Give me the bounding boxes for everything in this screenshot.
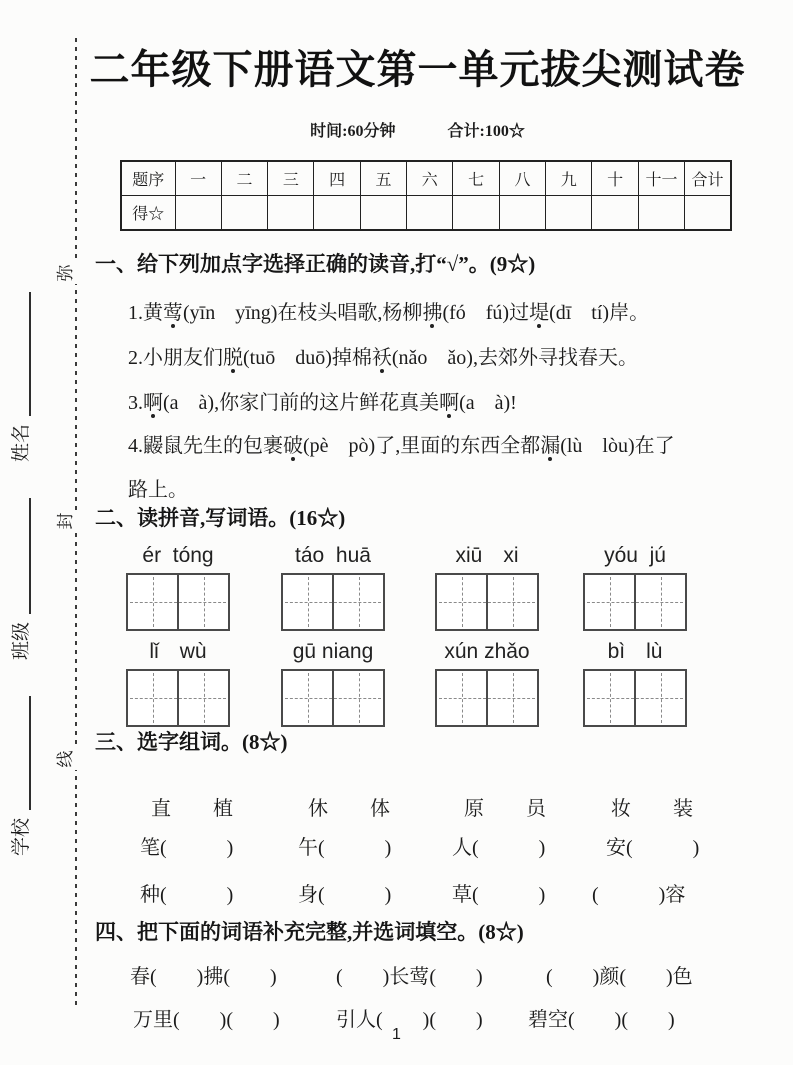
fill-blank-item: 种( ) bbox=[140, 884, 234, 906]
exam-info bbox=[85, 118, 750, 141]
writing-grid bbox=[583, 669, 687, 727]
grid-cell bbox=[283, 671, 332, 725]
choice-char: 装 bbox=[673, 798, 693, 820]
score-header-cell: 六 bbox=[407, 161, 453, 196]
dotted-char: 堤 bbox=[529, 302, 550, 324]
text-segment: (lù lòu)在了 bbox=[560, 435, 675, 457]
fill-blank-item: 草( ) bbox=[452, 884, 546, 906]
score-header-cell: 题序 bbox=[121, 161, 175, 196]
pinyin-label: xiū xi bbox=[455, 544, 519, 567]
section-2-heading: 二、读拼音,写词语。(16☆) bbox=[95, 506, 346, 530]
writing-grid bbox=[126, 573, 230, 631]
score-cell bbox=[546, 196, 592, 231]
grid-cell bbox=[437, 575, 486, 629]
text-segment: (pè pò)了,里面的东西全都 bbox=[303, 435, 541, 457]
question-line-2 bbox=[128, 342, 638, 374]
pinyin-label: xún zhǎo bbox=[444, 640, 530, 663]
class-blank-line bbox=[27, 498, 31, 614]
text-segment: (dī tí)岸。 bbox=[549, 302, 650, 324]
score-header-cell: 二 bbox=[221, 161, 267, 196]
dotted-char: 破 bbox=[283, 435, 303, 457]
page-number: 1 bbox=[392, 1026, 401, 1043]
grid-cell bbox=[585, 575, 634, 629]
score-cell bbox=[685, 196, 731, 231]
score-header-cell: 七 bbox=[453, 161, 499, 196]
grid-cell bbox=[486, 575, 537, 629]
exam-total: 合计:100☆ bbox=[447, 123, 525, 140]
pinyin-word-group bbox=[106, 544, 250, 631]
seal-char-xian: 线 bbox=[55, 748, 77, 770]
pinyin-label: yóu jú bbox=[604, 544, 666, 567]
pinyin-label: ér tóng bbox=[142, 544, 214, 567]
text-segment: (tuō duō)掉棉 bbox=[243, 347, 372, 369]
grid-cell bbox=[486, 671, 537, 725]
grid-cell bbox=[283, 575, 332, 629]
choice-char: 原 bbox=[464, 798, 484, 820]
score-header-cell: 九 bbox=[546, 161, 592, 196]
name-label: 姓名 bbox=[11, 423, 32, 462]
choice-char: 员 bbox=[526, 798, 546, 820]
choice-char: 直 bbox=[151, 798, 171, 820]
fill-blank-item: 引人( )( ) bbox=[336, 1009, 483, 1031]
choice-char: 妆 bbox=[611, 798, 631, 820]
score-header-cell: 十一 bbox=[638, 161, 684, 196]
fill-blank-item: ( )颜( )色 bbox=[546, 966, 693, 988]
writing-grid bbox=[435, 573, 539, 631]
pinyin-word-group bbox=[106, 640, 250, 727]
grid-cell bbox=[177, 671, 228, 725]
fill-blank-item: 碧空( )( ) bbox=[528, 1009, 675, 1031]
score-table-header-row bbox=[121, 161, 731, 196]
score-cell bbox=[499, 196, 545, 231]
school-label: 学校 bbox=[11, 817, 32, 856]
grid-cell bbox=[332, 671, 383, 725]
grid-cell bbox=[177, 575, 228, 629]
score-cell bbox=[592, 196, 638, 231]
score-cell bbox=[314, 196, 360, 231]
page-title: 二年级下册语文第一单元拔尖测试卷 bbox=[89, 48, 746, 92]
pinyin-word-group bbox=[563, 640, 707, 727]
score-cell bbox=[638, 196, 684, 231]
grid-cell bbox=[634, 671, 685, 725]
question-line-4 bbox=[128, 430, 675, 462]
grid-cell bbox=[128, 575, 177, 629]
fill-blank-item: ( )长莺( ) bbox=[336, 966, 483, 988]
text-segment: 1.黄 bbox=[128, 302, 163, 324]
question-line-4-continued bbox=[128, 474, 188, 506]
score-cell bbox=[221, 196, 267, 231]
question-line-3 bbox=[128, 387, 517, 419]
class-label: 班级 bbox=[11, 621, 32, 660]
text-segment: 2.小朋友们 bbox=[128, 347, 223, 369]
score-header-cell: 十 bbox=[592, 161, 638, 196]
school-field bbox=[8, 696, 34, 856]
fill-blank-item: 笔( ) bbox=[140, 837, 234, 859]
writing-grid bbox=[435, 669, 539, 727]
seal-char-feng: 封 bbox=[55, 510, 77, 532]
text-segment: 3. bbox=[128, 392, 143, 414]
seal-char-mi: 弥 bbox=[55, 262, 77, 284]
writing-grid bbox=[281, 573, 385, 631]
choice-pair bbox=[308, 792, 390, 821]
pinyin-word-group bbox=[261, 640, 405, 727]
question-line-1 bbox=[128, 297, 649, 329]
student-name-field bbox=[8, 292, 34, 462]
fill-blank-item: 身( ) bbox=[298, 884, 392, 906]
grid-cell bbox=[585, 671, 634, 725]
score-header-cell: 五 bbox=[360, 161, 406, 196]
dotted-char: 啊 bbox=[439, 392, 460, 414]
dotted-char: 拂 bbox=[422, 302, 443, 324]
text-segment: (a à)! bbox=[459, 392, 517, 414]
fill-blank-item: 春( )拂( ) bbox=[130, 966, 277, 988]
score-cell bbox=[453, 196, 499, 231]
pinyin-label: bì lù bbox=[607, 640, 663, 663]
section-4-heading: 四、把下面的词语补充完整,并选词填空。(8☆) bbox=[95, 920, 524, 944]
choice-char: 体 bbox=[370, 798, 390, 820]
choice-pair bbox=[611, 792, 693, 821]
text-segment: 4.鼹鼠先生的包裹 bbox=[128, 435, 283, 457]
score-header-cell: 一 bbox=[175, 161, 221, 196]
choice-pair bbox=[464, 792, 546, 821]
grid-cell bbox=[332, 575, 383, 629]
section-1-heading: 一、给下列加点字选择正确的读音,打“√”。(9☆) bbox=[95, 252, 536, 276]
pinyin-label: táo huā bbox=[295, 544, 371, 567]
dotted-char: 啊 bbox=[143, 392, 163, 414]
pinyin-label: gū niang bbox=[292, 640, 374, 663]
writing-grid bbox=[583, 573, 687, 631]
score-header-cell: 八 bbox=[499, 161, 545, 196]
dotted-char: 漏 bbox=[540, 435, 561, 457]
exam-time: 时间:60分钟 bbox=[310, 123, 396, 140]
choice-char: 植 bbox=[213, 798, 233, 820]
grid-cell bbox=[128, 671, 177, 725]
score-table-score-row bbox=[121, 196, 731, 231]
pinyin-word-group bbox=[415, 544, 559, 631]
fill-blank-item: 安( ) bbox=[606, 837, 700, 859]
fill-blank-item: ( )容 bbox=[592, 884, 686, 906]
score-header-cell: 三 bbox=[268, 161, 314, 196]
dotted-char: 袄 bbox=[371, 347, 392, 369]
fill-blank-item: 人( ) bbox=[452, 837, 546, 859]
score-row-label: 得☆ bbox=[121, 196, 175, 231]
grid-cell bbox=[437, 671, 486, 725]
pinyin-label: lǐ wù bbox=[149, 640, 207, 663]
score-header-cell: 四 bbox=[314, 161, 360, 196]
writing-grid bbox=[281, 669, 385, 727]
class-field bbox=[8, 498, 34, 660]
section-3-heading: 三、选字组词。(8☆) bbox=[95, 730, 288, 754]
pinyin-word-group bbox=[415, 640, 559, 727]
score-header-cell: 合计 bbox=[685, 161, 731, 196]
score-cell bbox=[407, 196, 453, 231]
fill-blank-item: 午( ) bbox=[298, 837, 392, 859]
grid-cell bbox=[634, 575, 685, 629]
score-cell bbox=[360, 196, 406, 231]
text-segment: (fó fú)过 bbox=[442, 302, 530, 324]
choice-char: 休 bbox=[308, 798, 328, 820]
fill-blank-item: 万里( )( ) bbox=[133, 1009, 280, 1031]
score-cell bbox=[175, 196, 221, 231]
text-segment: (a à),你家门前的这片鲜花真美 bbox=[163, 392, 440, 414]
text-segment: (yīn yīng)在枝头唱歌,杨柳 bbox=[183, 302, 423, 324]
text-segment: (nǎo ǎo),去郊外寻找春天。 bbox=[391, 347, 638, 369]
dotted-char: 莺 bbox=[163, 302, 183, 324]
text-segment: 路上。 bbox=[128, 479, 188, 501]
dotted-char: 脱 bbox=[223, 347, 243, 369]
pinyin-word-group bbox=[261, 544, 405, 631]
pinyin-word-group bbox=[563, 544, 707, 631]
writing-grid bbox=[126, 669, 230, 727]
score-table bbox=[120, 160, 732, 231]
score-cell bbox=[268, 196, 314, 231]
choice-pair bbox=[151, 792, 233, 821]
school-blank-line bbox=[27, 696, 31, 810]
name-blank-line bbox=[27, 292, 31, 416]
